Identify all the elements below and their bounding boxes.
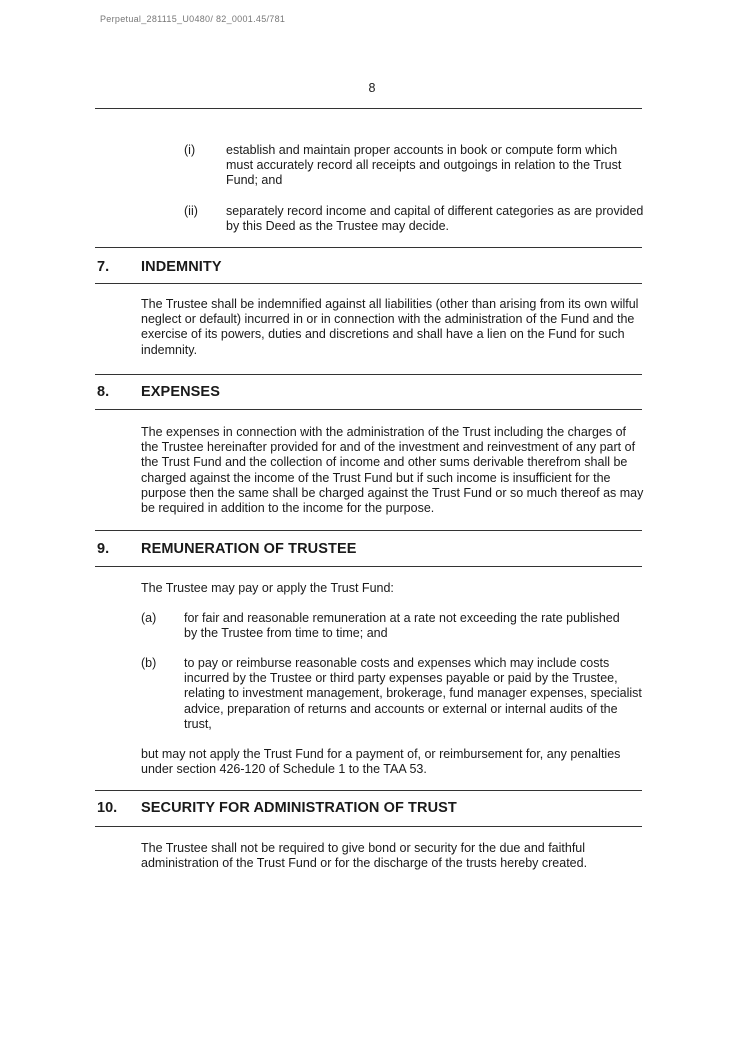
section-number: 7.	[97, 259, 110, 275]
list-item-text: separately record income and capital of different categories as are provided by this Deed as the Trustee may decide.	[226, 204, 644, 234]
section-intro: The Trustee may pay or apply the Trust Fund:	[141, 581, 394, 595]
list-item-text: for fair and reasonable remuneration at a rate not exceeding the rate published by the Trustee from time to time; and	[184, 611, 620, 641]
document-reference: Perpetual_281115_U0480/ 82_0001.45/781	[100, 14, 286, 24]
section-body: The Trustee shall be indemnified against all liabilities (other than arising from its own wilful neglect or default) incurred in or in connection with the administration of the Fund and the exercise of its powers, duties and discretions and shall have a lien on the Fund for such indemnity.	[141, 297, 639, 357]
section-divider	[95, 283, 642, 284]
list-item-text: establish and maintain proper accounts in book or compute form which must accurately record all receipts and outgoings in relation to the Trust Fund; and	[226, 143, 622, 188]
section-title: INDEMNITY	[141, 259, 222, 275]
section-divider	[95, 790, 642, 791]
section-body: The Trustee shall not be required to give bond or security for the due and faithful administration of the Trust Fund or for the discharge of the trusts hereby created.	[141, 841, 588, 871]
section-title: EXPENSES	[141, 384, 220, 400]
section-divider	[95, 530, 642, 531]
section-divider	[95, 374, 642, 375]
header-divider	[95, 108, 642, 109]
section-divider	[95, 247, 642, 248]
section-divider	[95, 409, 642, 410]
list-item-text: to pay or reimburse reasonable costs and expenses which may include costs incurred by the Trustee or third party expenses payable or paid by the Trustee, relating to investment management, brokerage, fund manager expenses, specialist advice, preparation of returns and accounts or external or internal audits of the trust,	[184, 656, 642, 731]
section-title: SECURITY FOR ADMINISTRATION OF TRUST	[141, 800, 457, 816]
list-item-label: (i)	[184, 143, 196, 157]
list-item-label: (b)	[141, 656, 157, 670]
list-item-label: (ii)	[184, 204, 198, 218]
section-title: REMUNERATION OF TRUSTEE	[141, 541, 357, 557]
section-divider	[95, 566, 642, 567]
section-number: 8.	[97, 384, 110, 400]
section-number: 9.	[97, 541, 110, 557]
page-number: 8	[368, 81, 376, 95]
section-closing: but may not apply the Trust Fund for a payment of, or reimbursement for, any penalties under section 426-120 of Schedule 1 to the TAA 53.	[141, 747, 621, 777]
list-item-label: (a)	[141, 611, 157, 625]
section-number: 10.	[97, 800, 118, 816]
section-body: The expenses in connection with the administration of the Trust including the charges of the Trustee hereinafter provided for and of the investment and reinvestment of any part of the Trust Fund and the collection of income and other sums derivable therefrom shall be charged against the income of the Trust Fund but if such income is insufficient for the purpose then the same shall be charged against the Trust Fund or so much thereof as may be required in addition to the income for the purpose.	[141, 425, 644, 516]
section-divider	[95, 826, 642, 827]
